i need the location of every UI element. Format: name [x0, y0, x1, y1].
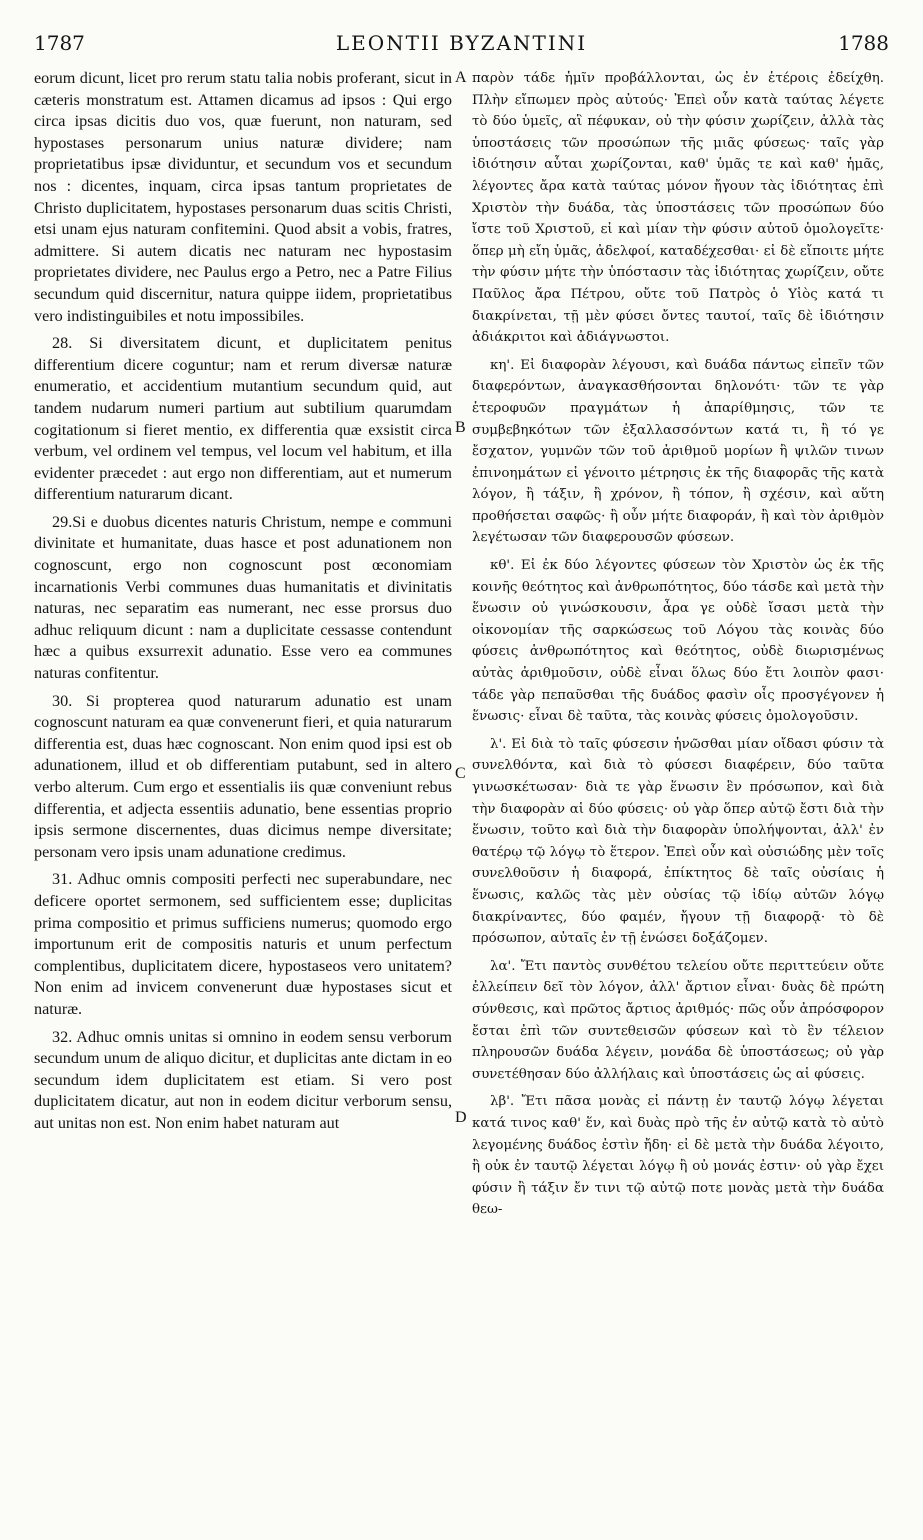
- latin-paragraph-30: 30. Si propterea quod naturarum adunatio est unam cognoscunt naturam ea quæ convenerunt fieri, et quia naturarum differentia est, duas hæc cognoscant. Non enim quod ipsi est ob adunationem, illud et ob differentiam putabunt, sed in altero verbo alterum. Cum ergo et essentialis iis quæ conveniunt rebus differentia, et adjecta essentiis adunatio, bene essentias proprio ipsis sermone discernentes, duas dicimus nempe diversitate; personam vero ipsis unam adunatione credimus.: [34, 691, 452, 861]
- section-marker-d: D: [455, 1109, 467, 1126]
- right-column-number: 1788: [838, 31, 889, 55]
- greek-paragraph-29: κθ'. Εἰ ἐκ δύο λέγοντες φύσεων τὸν Χριστὸν ὡς ἐκ τῆς κοινῆς θεότητος καὶ ἀνθρωπότητος, δύο τάσδε καὶ μετὰ τὴν ἕνωσιν οὐ γινώσκουσιν, ἆρα γε οὐδὲ ἴσασι μετὰ τὴν οἰκονομίαν τῆς σαρκώσεως τοῦ Λόγου τὰς κοινὰς δύο φύσεις ἀνθρωπότητος καὶ θεότητος, οὐδὲ διωρισμένως αὐτὰς ἀριθμοῦσιν, οὐδὲ εἶναι ὅλως δύο ἔτι λοιπὸν φασι· τάδε γὰρ πεπαῦσθαι τῆς δυάδος φασὶν οἷς προσγέγονεν ἡ ἕνωσις· εἶναι δὲ ταῦτα, τὰς κοινὰς φύσεις ὁμολογοῦσιν.: [472, 558, 884, 725]
- greek-paragraph-30: λ'. Εἰ διὰ τὸ ταῖς φύσεσιν ἡνῶσθαι μίαν οἴδασι φύσιν τὰ συνελθόντα, καὶ διὰ τὸ φύσεσι διαφέρειν, δύο ταῦτα γινωσκέτωσαν· διὰ τε γὰρ ἕνωσιν ἓν πρόσωπον, καὶ διὰ τὴν διαφορὰν αἱ δύο φύσεις· οὐ γὰρ ὅπερ αὐτῷ ἔστι διὰ τὴν ἕνωσιν, τοῦτο καὶ διὰ τὴν διαφορὰν ὑπολήψονται, ἀλλ' ἐν θατέρῳ τῷ λόγῳ τὸ ἕτερον. Ἐπεὶ οὖν καὶ οὐσιώδης μὲν τοῖς συνελθοῦσιν ἡ διαφορά, ἐπίκτητος δὲ ταῖς οὐσίαις ἡ ἕνωσις, καλῶς τὰς μὲν οὐσίας τῷ ἰδίῳ αὐτῶν λόγῳ διακρίναντες, δύο φαμέν, ἤγουν τῇ διαφορᾷ· τὸ δὲ πρόσωπον, αὐταῖς ἐν τῇ ἑνώσει δοξάζομεν.: [472, 736, 884, 947]
- latin-paragraph-continuation: eorum dicunt, licet pro rerum statu talia nobis proferant, sicut in cæteris monstratum est. Attamen dicamus ad ipsos : Qui ergo circa ipsas dicitis duo vos, quæ fuerunt, non naturam, sed hypostases personarum unius naturæ dividere; nam proprietatibus ipsæ dividuntur, et secundum vos et secundum nos : dicentes, inquam, circa ipsas tantum proprietates de Christo duplicitatem, hypostases personarum duas scitis Christi, etsi unam ejus naturam confitemini. Quod absit a vobis, fratres, admittere. Si autem dicatis nec naturam nec hypostasim proprietates dividere, nec Paulus ergo a Petro, nec a Patre Filius secundum quid discernitur, natura quippe iidem, proprietatibus vero indistinguibiles et notu impossibiles.: [34, 69, 452, 325]
- running-title: LEONTII BYZANTINI: [335, 31, 588, 55]
- greek-paragraph-continuation: παρὸν τάδε ἡμῖν προβάλλονται, ὡς ἐν ἑτέροις ἐδείχθη. Πλὴν εἴπωμεν πρὸς αὐτούς· Ἐπεὶ οὖν κατὰ ταύτας λέγετε τὸ δύο ὑμεῖς, αἳ πέφυκαν, οὐ τὴν φύσιν χωρίζειν, ἀλλὰ τὰς ὑποστάσεις τῶν προσώπων τῆς μιᾶς φύσεως· ταῖς γὰρ ἰδιότησιν αὗται χωρίζονται, καθ' ὑμᾶς τε καὶ καθ' ἡμᾶς, λέγοντες ἄρα κατὰ ταύτας μόνον ἤγουν τὰς ἰδιότητας ἐπὶ Χριστὸν τὴν δυάδα, τὰς ὑποστάσεις τῶν προσώπων δύο ἴστε τοῦ Χριστοῦ, εἰ καὶ μίαν τὴν φύσιν αὐτοῦ ὁμολογεῖτε· ὅπερ μὴ εἴη ὑμᾶς, ἀδελφοί, καταδέχεσθαι· εἰ δὲ εἴποιτε μήτε τὴν φύσιν μήτε τὴν ὑπόστασιν τὰς ἰδιότητας χωρίζειν, οὔτε Παῦλος ἄρα Πέτρου, οὔτε τοῦ Πατρὸς ὁ Υἱὸς κατά τι διακρίνεται, τῇ μὲν φύσει ὄντες ταυτοί, ταῖς δὲ ἰδιότησιν ἀδιάκριτοι καὶ ἀδιάγνωστοι.: [472, 71, 884, 346]
- section-marker-c: C: [455, 765, 466, 782]
- section-marker-a: A: [455, 69, 467, 86]
- greek-paragraph-28: κη'. Εἰ διαφορὰν λέγουσι, καὶ δυάδα πάντως εἰπεῖν τῶν διαφερόντων, ἀναγκασθήσονται δηλονότι· τῶν τε γὰρ ἑτεροφυῶν πραγμάτων ἡ ἀπαρίθμησις, τῶν τε συμβεβηκότων τῶν ἐξαλλασσόντων κατά τι, ἢ τό γε ἔσχατον, γυμνῶν τῶν τοῦ ἀριθμοῦ μορίων ἢ ψιλῶν τινων ἐπινοημάτων εἰ γένοιτο μέτρησις ἐκ τῆς διαφορᾶς τῆς κατὰ λόγον, ἢ τάξιν, ἢ χρόνον, ἢ τόπον, ἢ σχέσιν, καὶ αὕτη προθήσεται σαφῶς· ἢ οὖν μήτε διαφοράν, ἢ καὶ τὸν ἀριθμὸν λεγέτωσαν τῶν διαφερουσῶν φύσεων.: [472, 357, 884, 546]
- latin-paragraph-29: 29.Si e duobus dicentes naturis Christum, nempe e communi divinitate et humanitate, duas hasce et post adunationem non cognoscunt, ergo non cognoscunt post œconomiam incarnationis Verbi communes duas humanitatis et divinitatis naturas, nec separatim eas numerant, nec esse prorsus duo adhuc reliquum dicunt : nam a duplicitate cessasse contendunt hæc a quibus exsurrexit adunatio. Esse vero ea communes naturas confitentur.: [34, 512, 452, 683]
- latin-paragraph-31: 31. Adhuc omnis compositi perfecti nec superabundare, nec deficere oportet sermonem, sed sufficientem esse; duplicitas prima compositio et primus sufficiens numerus; quomodo ergo importunum erit de compositis naturis et unum perfectum complentibus, duplicitatem dicere, hypostaseos vero unitatem? Non enim ad invicem convenerunt duæ hypostases sicut et naturæ.: [34, 870, 452, 1018]
- latin-column: [34, 68, 452, 1141]
- latin-paragraph-28: 28. Si diversitatem dicunt, et duplicitatem penitus differentium dicere coguntur; nam et rerum diversæ naturæ enumeratio, et accidentium mutantium secundum quid, aut tandem nudarum numeri partium aut subtilium quarumdam cogitationum si fieret mentio, ex differentia quæ exsistit circa verbum, vel ordinem vel tempus, vel locum vel habitum, et illa evidenter præcedet : aut ergo non differentiam, aut et numerum differentium naturarum dicant.: [34, 334, 452, 504]
- greek-paragraph-31: λα'. Ἔτι παντὸς συνθέτου τελείου οὔτε περιττεύειν οὔτε ἐλλείπειν δεῖ τὸν λόγον, ἀλλ' ἄρτιον εἶναι· δυὰς δὲ πρώτη σύνθεσις, καὶ πρῶτος ἄρτιος ἀριθμός· πῶς οὖν ἀπρόσφορον ἔσται ἐπὶ τῶν συντεθεισῶν φύσεων καὶ τὸ ἓν τέλειον πληρουσῶν δυάδα λέγειν, μονάδα δὲ ὑποστάσεως; οὐ γὰρ συνετέθησαν δύο ἀλλήλαις καὶ ὑποστάσεις ὡς αἱ φύσεις.: [472, 958, 884, 1082]
- greek-column: [472, 68, 884, 1227]
- section-marker-b: B: [455, 419, 466, 436]
- latin-paragraph-32: 32. Adhuc omnis unitas si omnino in eodem sensu verborum secundum unum de aliquo dicitur, et duplicitas ante dictam in eo secundum idem duplicitatem est etiam. Si vero post duplicitatem dicatur, aut non in eodem dicitur verborum sensu, aut unitas non est. Non enim habet naturam aut: [34, 1027, 452, 1132]
- left-column-number: 1787: [34, 31, 85, 55]
- greek-paragraph-32: λβ'. Ἔτι πᾶσα μονὰς εἰ πάντῃ ἐν ταυτῷ λόγῳ λέγεται κατά τινος καθ' ἕν, καὶ δυὰς πρὸ τῆς ἐν αὐτῷ κατὰ τὸ αὐτὸ λεγομένης δυάδος ἐστὶν ἤδη· εἰ δὲ μετὰ τὴν δυάδα λέγοιτο, ἢ οὐκ ἐν ταυτῷ λέγεται λόγῳ ἢ οὐ μονάς ἐστιν· οὐ γὰρ ἔχει φύσιν ἢ τάξιν ἔν τινι τῷ αὐτῷ ποτε μονὰς μετὰ τὴν δυάδα θεω-: [472, 1094, 884, 1218]
- page-header: [34, 30, 889, 56]
